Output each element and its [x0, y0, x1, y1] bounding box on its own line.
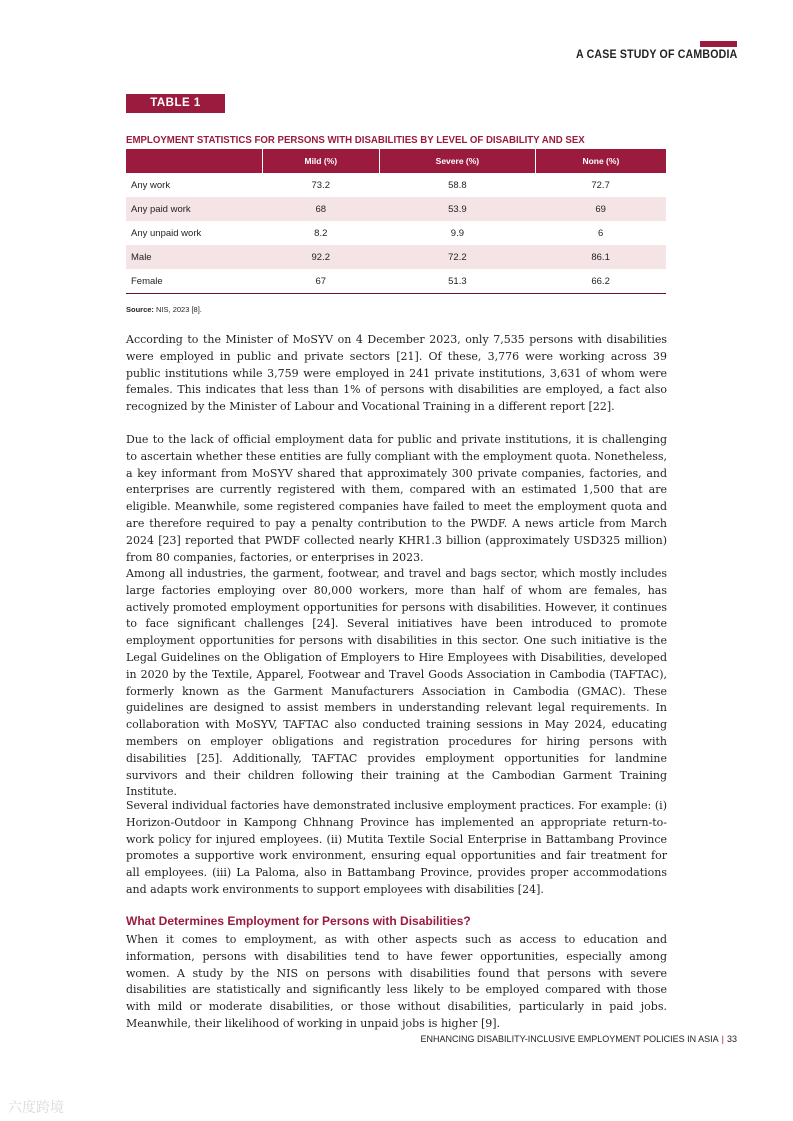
table-cell: 72.7 [591, 179, 610, 191]
table-cell: 53.9 [380, 197, 536, 221]
table-header-row [126, 149, 666, 173]
table-row [126, 245, 666, 269]
row-label: Any unpaid work [131, 227, 202, 239]
watermark: 六度跨境 [8, 1100, 64, 1116]
table-header-cell: Severe (%) [380, 149, 536, 173]
table-cell: 6 [597, 227, 604, 239]
row-label: Male [126, 245, 262, 269]
header-accent-bar [700, 41, 737, 47]
body-paragraph-1: According to the Minister of MoSYV on 4 December 2023, only 7,535 persons with disabilities were employed in public and private sectors [21]. Of these, 3,776 were working across 39 public institutions while 3,759 were employed in 241 private institutions, 3,631 of whom were females. This indicates that less than 1% of persons with disabilities are employed, a fact also recognized by the Minister of Labour and Vocational Training in a different report [22]. [126, 333, 667, 414]
table-header-cell [126, 149, 262, 173]
table-cell: 66.2 [535, 269, 666, 294]
table-title: EMPLOYMENT STATISTICS FOR PERSONS WITH DISABILITIES BY LEVEL OF DISABILITY AND SEX [126, 134, 585, 146]
table-cell: 86.1 [535, 245, 666, 269]
body-paragraph-2: Due to the lack of official employment data for public and private institutions, it is challenging to ascertain whether these entities are fully compliant with the employment quota. Nonetheless, a key informant from MoSYV shared that approximately 300 private companies, factories, and enterprises are currently registered with them, compared with an estimated 1,500 that are eligible. Meanwhile, some registered companies have failed to meet the employment quota and are therefore required to pay a penalty contribution to the PWDF. A news article from March 2024 [23] reported that PWDF collected nearly KHR1.3 billion (approximately USD325 million) from 80 companies, factories, or enterprises in 2023. [126, 433, 667, 564]
page-footer [421, 1034, 737, 1044]
section-subheading: What Determines Employment for Persons with Disabilities? [126, 914, 471, 928]
running-header-title: A CASE STUDY OF CAMBODIA [575, 49, 737, 61]
table-cell: 92.2 [262, 245, 380, 269]
source-text: NIS, 2023 [8]. [156, 305, 202, 314]
footer-title: ENHANCING DISABILITY-INCLUSIVE EMPLOYMENT POLICIES IN ASIA [420, 1034, 719, 1044]
table-label-badge: TABLE 1 [126, 94, 225, 113]
employment-statistics-table [126, 149, 666, 294]
source-label: Source: [126, 305, 154, 314]
table-cell: 58.8 [448, 179, 467, 191]
table-cell: 73.2 [311, 179, 331, 191]
table-header-cell: Mild (%) [262, 149, 380, 173]
footer-separator: | [721, 1034, 724, 1044]
body-paragraph-4: Several individual factories have demonstrated inclusive employment practices. For example: (i) Horizon-Outdoor in Kampong Chhnang Province has implemented an appropriate return-to-work policy for injured employees. (ii) Mutita Textile Social Enterprise in Battambang Province promotes a supportive work environment, ensuring equal opportunities and fair treatment for all employees. (iii) La Paloma, also in Battambang Province, provides proper accommodations and adapts work environments to support employees with disabilities [24]. [126, 799, 667, 896]
body-paragraph-5: When it comes to employment, as with other aspects such as access to education and information, persons with disabilities tend to have fewer opportunities, especially among women. A study by the NIS on persons with disabilities found that persons with severe disabilities are statistically and significantly less likely to be employed compared with those with mild or moderate disabilities, or those without disabilities, particularly in paid jobs. Meanwhile, their likelihood of working in unpaid jobs is higher [9]. [126, 933, 667, 1030]
table-row [126, 221, 666, 245]
table-cell: 68 [262, 197, 380, 221]
row-label: Any paid work [126, 197, 262, 221]
table-row [126, 173, 666, 197]
table-cell: 67 [262, 269, 380, 294]
body-paragraph-3: Among all industries, the garment, footwear, and travel and bags sector, which mostly includes large factories employing over 80,000 workers, more than half of whom are females, has actively promoted employment opportunities for persons with disabilities. However, it continues to face significant challenges [24]. Several initiatives have been introduced to promote employment opportunities for persons with disabilities in this sector. One such initiative is the Legal Guidelines on the Obligation of Employers to Hire Employees with Disabilities, developed in 2020 by the Textile, Apparel, Footwear and Travel Goods Association in Cambodia (TAFTAC), formerly known as the Garment Manufacturers Association in Cambodia (GMAC). These guidelines are designed to assist members in understanding relevant legal requirements. In collaboration with MoSYV, TAFTAC also conducted training sessions in May 2024, educating members on employer obligations and registration procedures for hiring persons with disabilities [25]. Additionally, TAFTAC provides employment opportunities for landmine survivors and their children following their training at the Cambodian Garment Training Institute. [126, 567, 667, 799]
table-cell: 69 [535, 197, 666, 221]
table-row [126, 269, 666, 294]
table-cell: 51.3 [380, 269, 536, 294]
page-number: 33 [726, 1034, 737, 1044]
table-header-cell: None (%) [535, 149, 666, 173]
row-label: Female [126, 269, 262, 294]
table-cell: 9.9 [450, 227, 464, 239]
table-row [126, 197, 666, 221]
row-label: Any work [131, 179, 171, 191]
table-source-note [126, 305, 202, 314]
table-cell: 72.2 [380, 245, 536, 269]
table-cell: 8.2 [314, 227, 328, 239]
